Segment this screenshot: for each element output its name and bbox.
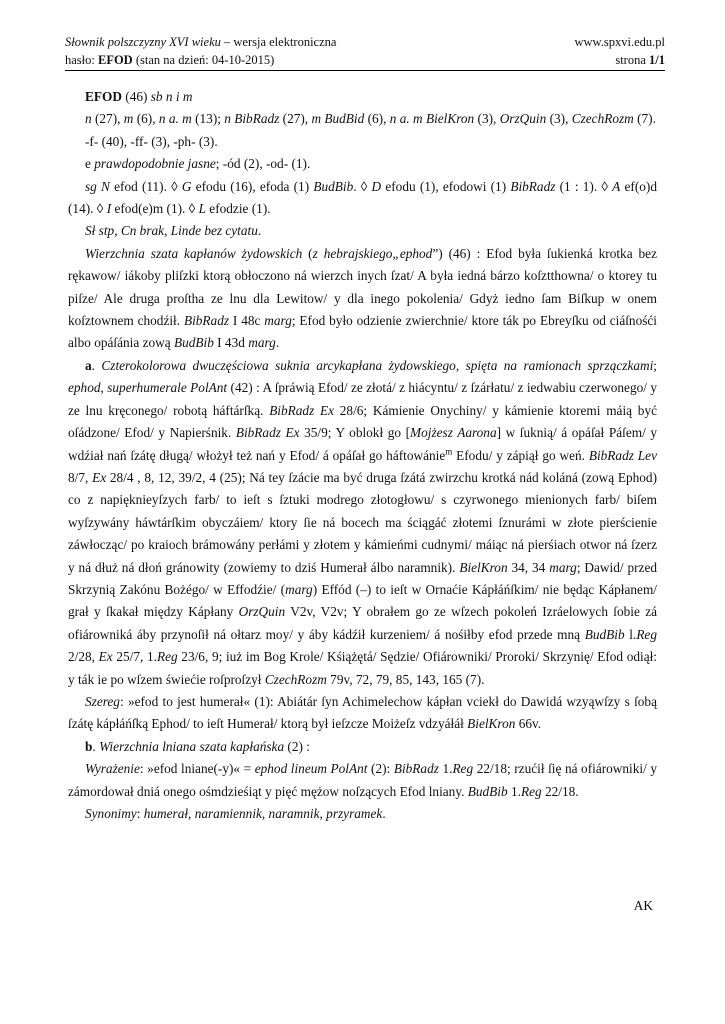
text-run: e [85, 156, 95, 172]
text-run: 25/7, 1. [112, 649, 157, 665]
text-run: Czterokolorowa dwuczęściowa suknia arcykapłana żydowskiego [101, 357, 456, 373]
page-number: 1/1 [649, 53, 665, 67]
text-run: BielKron [459, 559, 508, 575]
text-run: Reg [520, 783, 542, 799]
text-run: G [181, 178, 192, 194]
text-run: (2) : [284, 738, 310, 754]
website-url[interactable]: www.spxvi.edu.pl [574, 35, 665, 49]
text-run: I 48c [229, 313, 265, 329]
text-run: D [371, 178, 382, 194]
text-run: Linde bez cytatu [170, 223, 258, 239]
text-run: . [257, 223, 262, 239]
text-run: : [136, 806, 144, 821]
text-run: a [85, 357, 92, 373]
text-run: Ex [98, 649, 113, 665]
text-run: 79v, 72, 79, 85, 143, 165 (7). [326, 671, 485, 687]
text-run: m [123, 111, 134, 127]
haslo-date: (stan na dzień: 04-10-2015) [132, 53, 275, 67]
text-run: m [445, 446, 453, 457]
text-run: BudBib [313, 178, 354, 194]
author-signature: AK [633, 898, 653, 913]
text-run: efodzie (1). [205, 201, 271, 217]
text-run: ; Efod było odzienie zwierchnie/ ktore ták po Ebreyſku od ciáſnośći albo opáſánia zową [68, 313, 657, 351]
text-run: : »efod to jest humerał« (1): Abiátár ſyn Achimelechow kápłan vciekł do Dawidá wzyąwſzy s ſobą ſzátę kápłáńſką Ephod/ to ieſt Humerał/ ktorą był ieſzcze Moiżeſz vdzyáłáł [68, 693, 657, 732]
text-run: I [106, 201, 112, 217]
text-run: 1. [438, 761, 453, 777]
text-run: (6), [364, 111, 390, 127]
text-run: , [100, 380, 108, 396]
text-run: prawdopodobnie jasne [94, 156, 216, 172]
text-run: 28/4 , 8, 12, 39/2, 4 (25); Ná tey ſzácie ma być druga ſzátá zwirzchu krotká nád koláná (zową Ephod) co z napięknieyſzych farb/ to ieſt s ſztuki modrego złotogłowu/ s czyrwonego mienionych farb/ biſem wyſzywány háwtárſkim obyczáiem/ ktory ſie ná bocech ma ściągáć złotemi ſznurámi w złote pierścienie záwłocząc/ po kraioch brámowány perłámi y złotem y kámieńmi cudnymi/ máiąc ná pierśiach otwor ná ſzerz y ná dłuż ná dłoń gránowity (zowiemy to dziś Humerał álbo naramnik). [68, 469, 658, 575]
text-run: n [85, 111, 92, 127]
text-run: V2v, V2v; Y obrałem go ze wſzech pokoleń Izráelowych ſobie zá ofiárowniká áby przynoſił ná ołtarz moy/ y áby kádźił kurzeniem/ á nośiłby efod przede mną [68, 604, 657, 642]
grammar-info: sb n i m [150, 89, 193, 104]
text-run: efodu (16), efoda (1) [191, 178, 314, 194]
text-run: BibRadz Ex [269, 402, 335, 418]
text-run: spięta na ramionach sprzączkami [465, 357, 654, 373]
szereg-section [68, 691, 657, 736]
text-run: (3), [546, 111, 572, 127]
text-run: Efodu/ y zápiął go weń. [452, 447, 589, 463]
text-run: CzechRozm [571, 111, 634, 127]
text-run: . [91, 357, 102, 373]
text-run: efod (11). ◊ [109, 178, 182, 194]
text-run: Ex [92, 469, 107, 485]
text-run: Cn brak [120, 223, 165, 239]
text-run: BibRadz Ex [235, 425, 300, 441]
text-run: ; -ód (2), -od- (1). [215, 156, 311, 172]
dictionary-title-italic: Słownik polszczyzny XVI wieku [65, 35, 221, 49]
inflection-info [68, 176, 657, 221]
text-run: CzechRozm [264, 671, 327, 687]
text-run: marg [248, 335, 276, 351]
text-run: 22/18. [541, 783, 579, 799]
text-run: 1. [507, 783, 521, 799]
text-run: (13); [191, 111, 225, 127]
text-run: marg [285, 581, 313, 597]
frequency: (46) [121, 89, 151, 104]
text-run: BibRadz [393, 761, 439, 777]
synonyms-section [68, 803, 657, 825]
dictionary-title-rest: – wersja elektroniczna [220, 35, 337, 49]
text-run: marg [549, 559, 577, 575]
text-run: (1 : 1). ◊ [555, 178, 613, 194]
text-run: (27), [279, 111, 312, 127]
text-run: Wierzchnia lniana szata kapłańska [99, 738, 285, 754]
page-label: strona [615, 53, 650, 67]
text-run: n a. m BielKron [389, 111, 475, 127]
entry-head [68, 86, 657, 108]
text-run: , [164, 223, 171, 239]
vowel-info [68, 153, 657, 175]
text-run: ; Dawid/ przed Skrzynią Zakónu Bożégo/ w Effodźie/ ( [68, 559, 657, 597]
text-run: ephod lineum PolAnt [254, 761, 368, 777]
text-run: Sł stp [85, 223, 115, 239]
text-run: n BibRadz [224, 111, 280, 127]
page-indicator [615, 51, 665, 69]
text-run: ephod [68, 380, 101, 396]
text-run: Wierzchnia szata kapłanów żydowskich [85, 245, 303, 261]
text-run: Reg [156, 649, 178, 665]
text-run: sg N [85, 178, 110, 194]
text-run: efod(e)m (1). ◊ [111, 201, 199, 217]
text-run: . [275, 335, 280, 351]
text-run: L [198, 201, 206, 217]
text-run: . [92, 738, 100, 754]
text-run: n a. m [158, 111, 192, 127]
text-run: ef(o)d (14). ◊ [68, 178, 657, 217]
text-run: BibRadz Lev [588, 447, 657, 463]
text-run: m BudBid [311, 111, 365, 127]
text-run: l. [624, 626, 637, 642]
text-run: , [455, 357, 466, 373]
text-run: BudBib [173, 335, 214, 351]
text-run: (6), [133, 111, 159, 127]
sense-b [68, 736, 657, 758]
text-run: ) Effód (–) to ieſt w Ornaćie Kápłáńſkim/ nie będąc Kápłanem/ grał y ſkakał między Kápłany [68, 581, 657, 620]
text-run: ( [302, 245, 313, 261]
spelling-info [68, 131, 657, 153]
text-run: 35/9; Y oblokł go [ [299, 425, 411, 441]
haslo-label: hasło: [65, 53, 98, 67]
text-run: 8/7, [68, 469, 93, 485]
text-run: Wyrażenie [85, 761, 140, 777]
entry-status [65, 51, 274, 69]
text-run: (7). [633, 111, 656, 127]
text-run: . ◊ [353, 178, 372, 194]
text-run: humerał, naramiennik, naramnik, przyramek [143, 806, 383, 821]
text-run: Mojżesz Aarona [410, 425, 497, 441]
text-run: BibRadz [510, 178, 556, 194]
haslo-word: EFOD [97, 53, 133, 67]
text-run: superhumerale PolAnt [107, 380, 228, 396]
sense-a [68, 355, 657, 691]
text-run: Reg [452, 761, 474, 777]
text-run: BudBib [467, 783, 508, 799]
text-run: ; [653, 357, 657, 373]
text-run: 2/28, [68, 649, 99, 665]
text-run: Reg [636, 626, 657, 642]
text-run: -f- (40), -ff- (3), -ph- (3). [85, 133, 218, 149]
text-run: BudBib [584, 626, 625, 642]
text-run: 22/18; rzućił ſię ná ofiárowniki/ y zámordował dniá onego ośmdzieśiąt y pięć mężow noſzących Efod lniany. [68, 761, 658, 799]
text-run: (2): [367, 761, 394, 777]
page-header [65, 33, 665, 69]
text-run: , [114, 223, 121, 239]
text-run: 34, 34 [507, 559, 550, 575]
dictionary-refs [68, 220, 657, 242]
text-run: ] w ſuknią/ á opáſał Páſem/ y wdźiał nań ſzátę długą/ włożył też nań y Efod/ á opáſał go háftowánie [68, 425, 657, 463]
text-run: OrzQuin [238, 604, 286, 620]
text-run: . [382, 806, 386, 821]
text-run: OrzQuin [499, 111, 547, 127]
text-run: BielKron [467, 716, 516, 732]
text-run: 23/6, 9; iuż im Bog Krole/ Kśiążętá/ Sędzie/ Ofiárowniki/ Proroki/ Skrzynię/ Efod odiął: y ták ie po wſzem świećie roſproſzył [68, 649, 657, 687]
text-run: (42) : A ſpráwią Efod/ ze złotá/ z hiácyntu/ z ſzárłatu/ z iedwabiu czerwonego/ y ze lnu kręconego/ robotą háftárſką. [68, 380, 657, 418]
headword: EFOD [85, 89, 122, 104]
dictionary-entry [68, 86, 657, 825]
text-run: (27), [91, 111, 124, 127]
main-definition [68, 243, 657, 355]
text-run: efodu (1), efodowi (1) [381, 178, 511, 194]
text-run: I 43d [213, 335, 249, 351]
text-run: 28/6; Kámienie Onychiny/ y kámienie ktoremi máią być oſádzone/ Efod/ y Napierśnik. [68, 402, 657, 441]
text-run: Szereg [85, 693, 120, 709]
gender-info [68, 108, 657, 130]
dictionary-title [65, 33, 336, 51]
text-run: Synonimy [85, 806, 137, 821]
text-run: marg [264, 313, 292, 329]
text-run: : »efod lniane(-y)« = [139, 761, 255, 777]
text-run: ”) (46) : Efod była ſukienká krotka bez rękawow/ iákoby pliſzki ktorą obłoczono ná wierzch inych ſzat/ A była iedná bárzo koſztthowna/ o ktorey tu piſze/ Ale druga proſtha ze lnu dla Lewitow/ y dla inego pokolenia/ Gdyż iedno ſam Biſkup w onem koſztownem chodźił. [68, 245, 657, 329]
text-run: A [612, 178, 621, 194]
wyrazenie-section [68, 758, 657, 803]
text-run: b [85, 738, 93, 754]
text-run: (3), [474, 111, 500, 127]
text-run: 66v. [515, 716, 542, 732]
text-run: z hebrajskiego„ephod [312, 245, 433, 261]
text-run: BibRadz [183, 313, 230, 329]
header-divider [65, 70, 665, 71]
